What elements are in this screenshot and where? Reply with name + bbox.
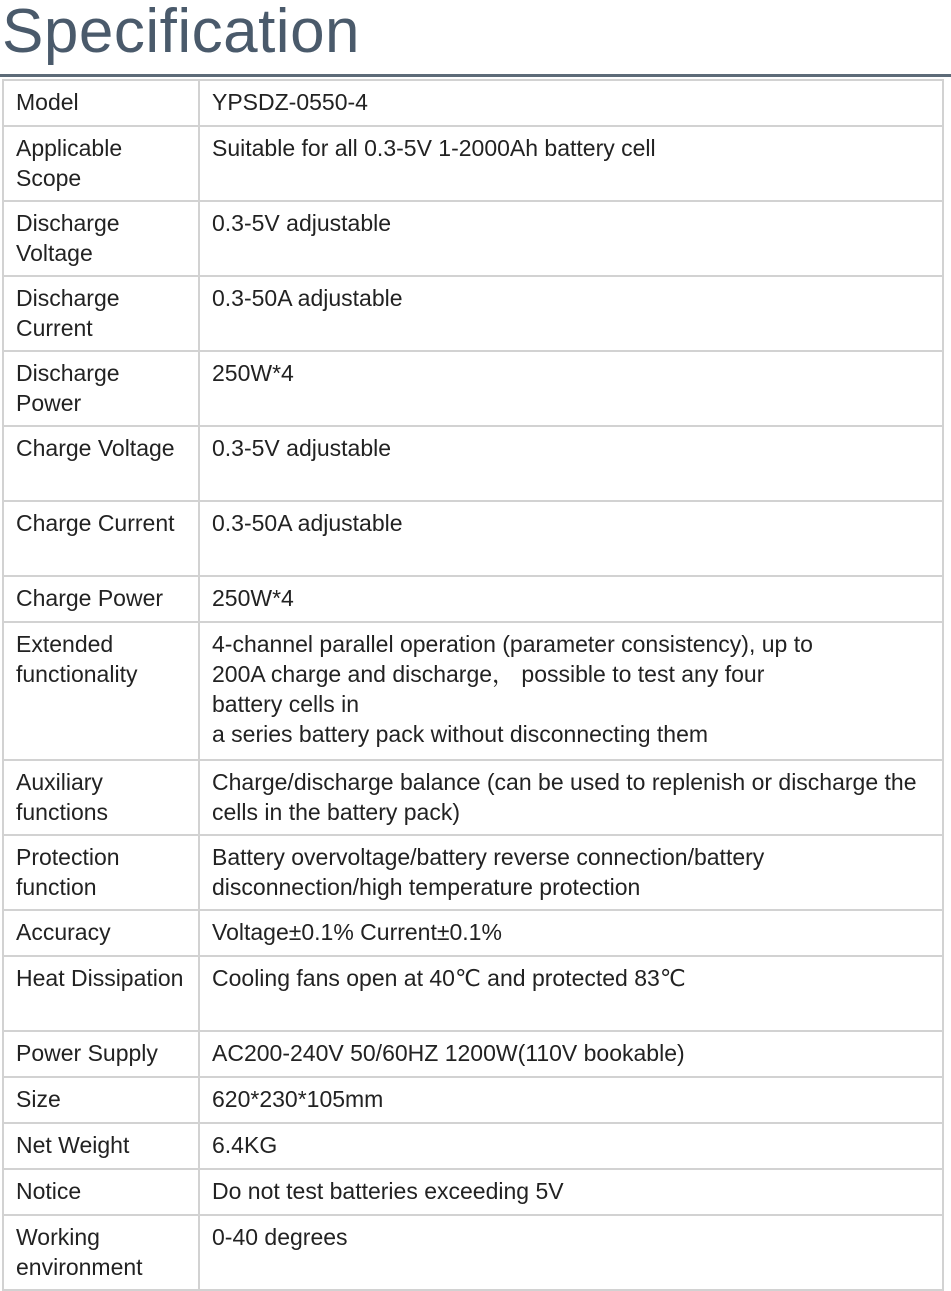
table-row: [3, 276, 943, 351]
spec-label-working-environment: Working environment: [3, 1215, 199, 1290]
page-title: Specification: [2, 0, 361, 66]
table-row: [3, 910, 943, 956]
table-row: [3, 80, 943, 126]
table-row: [3, 1169, 943, 1215]
spec-value-accuracy: Voltage±0.1% Current±0.1%: [199, 910, 943, 956]
spec-value-line: 4-channel parallel operation (parameter consistency), up to: [212, 631, 813, 657]
spec-value-auxiliary-functions: Charge/discharge balance (can be used to replenish or discharge the cells in the battery pack): [199, 760, 943, 835]
spec-value-protection-function: Battery overvoltage/battery reverse connection/battery disconnection/high temperature protection: [199, 835, 943, 910]
spec-value-power-supply: AC200-240V 50/60HZ 1200W(110V bookable): [199, 1031, 943, 1077]
spec-value-heat-dissipation: Cooling fans open at 40℃ and protected 83℃: [199, 956, 943, 1031]
spec-label-discharge-voltage: Discharge Voltage: [3, 201, 199, 276]
spec-label-applicable-scope: Applicable Scope: [3, 126, 199, 201]
table-row: [3, 501, 943, 576]
title-divider: [0, 74, 951, 77]
spec-value-model: YPSDZ-0550-4: [199, 80, 943, 126]
table-row: [3, 576, 943, 622]
table-row: [3, 1215, 943, 1290]
spec-value-notice: Do not test batteries exceeding 5V: [199, 1169, 943, 1215]
spec-label-notice: Notice: [3, 1169, 199, 1215]
table-row: [3, 760, 943, 835]
spec-label-accuracy: Accuracy: [3, 910, 199, 956]
spec-label-model: Model: [3, 80, 199, 126]
spec-value-applicable-scope: Suitable for all 0.3-5V 1-2000Ah battery cell: [199, 126, 943, 201]
table-row: [3, 426, 943, 501]
spec-label-auxiliary-functions: Auxiliary functions: [3, 760, 199, 835]
spec-label-charge-voltage: Charge Voltage: [3, 426, 199, 501]
spec-value-line: 200A charge and discharge， possible to test any four: [212, 661, 765, 687]
table-row: [3, 835, 943, 910]
spec-value-discharge-power: 250W*4: [199, 351, 943, 426]
spec-value-size: 620*230*105mm: [199, 1077, 943, 1123]
spec-value-working-environment: 0-40 degrees: [199, 1215, 943, 1290]
spec-value-charge-current: 0.3-50A adjustable: [199, 501, 943, 576]
table-row: [3, 622, 943, 760]
spec-value-net-weight: 6.4KG: [199, 1123, 943, 1169]
spec-label-heat-dissipation: Heat Dissipation: [3, 956, 199, 1031]
spec-label-discharge-power: Discharge Power: [3, 351, 199, 426]
spec-value-extended-functionality: [199, 622, 943, 760]
spec-label-extended-functionality: Extended functionality: [3, 622, 199, 760]
spec-value-charge-power: 250W*4: [199, 576, 943, 622]
table-row: [3, 956, 943, 1031]
specification-table: [2, 79, 944, 1291]
spec-value-discharge-current: 0.3-50A adjustable: [199, 276, 943, 351]
table-row: [3, 351, 943, 426]
spec-value-charge-voltage: 0.3-5V adjustable: [199, 426, 943, 501]
table-row: [3, 1077, 943, 1123]
spec-label-power-supply: Power Supply: [3, 1031, 199, 1077]
spec-value-line: battery cells in: [212, 691, 360, 717]
spec-label-protection-function: Protection function: [3, 835, 199, 910]
table-row: [3, 201, 943, 276]
spec-label-discharge-current: Discharge Current: [3, 276, 199, 351]
table-row: [3, 1031, 943, 1077]
spec-label-charge-power: Charge Power: [3, 576, 199, 622]
spec-value-discharge-voltage: 0.3-5V adjustable: [199, 201, 943, 276]
table-row: [3, 1123, 943, 1169]
spec-label-charge-current: Charge Current: [3, 501, 199, 576]
spec-label-size: Size: [3, 1077, 199, 1123]
spec-label-net-weight: Net Weight: [3, 1123, 199, 1169]
spec-value-line: a series battery pack without disconnecting them: [212, 721, 709, 747]
table-row: [3, 126, 943, 201]
